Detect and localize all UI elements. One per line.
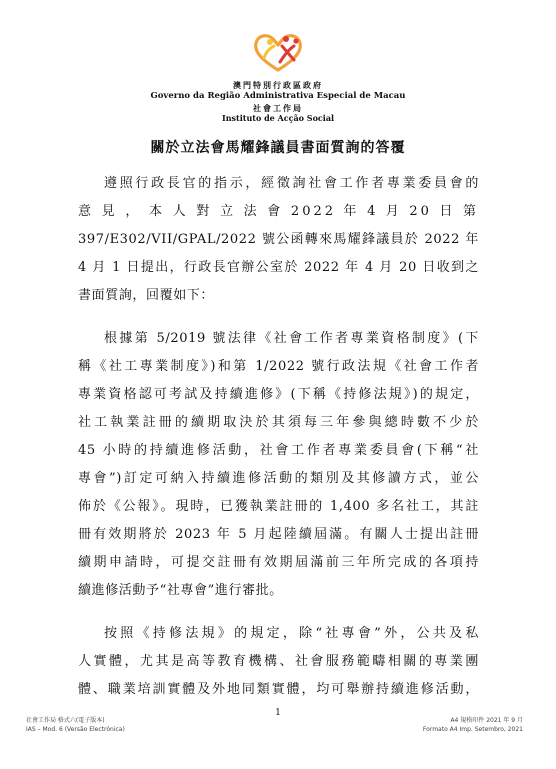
text-line: 社工執業註冊的續期取決於其須每三年參與總時數不少於 (78, 415, 479, 430)
footer-print-format (423, 716, 523, 734)
document-title: 關於立法會馬耀鋒議員書面質詢的答覆 (150, 140, 406, 156)
text-line: 稱《社工專業制度》)和第 1/2022 號行政法規《社會工作者 (78, 359, 479, 374)
text-line: 根據第 5/2019 號法律《社會工作者專業資格制度》(下 (104, 331, 479, 346)
document-body (78, 170, 479, 719)
text-line: 體、職業培訓實體及外地同類實體，均可舉辦持續進修活動， (78, 682, 479, 697)
footer-form-reference (26, 716, 125, 734)
government-name-portuguese: Governo da Região Administrativa Especial de Macau (150, 91, 406, 101)
text-line: 專業資格認可考試及持續進修》(下稱《持修法規》)的規定， (78, 387, 479, 402)
paragraph-2 (78, 325, 479, 605)
text-line: 續進修活動予“社專會”進行審批。 (78, 583, 283, 598)
text-line: 佈於《公報》。現時，已獲執業註冊的 1,400 多名社工，其註 (78, 499, 479, 514)
paragraph-3 (78, 620, 479, 704)
government-name-chinese: 澳門特別行政區政府 (233, 80, 323, 90)
text-line: 冊有效期將於 2023 年 5 月起陸續屆滿。有關人士提出註冊 (78, 527, 479, 542)
text-line: 按照《持修法規》的規定，除“社專會”外，公共及私 (104, 626, 479, 641)
footer-left-line-2: IAS – Mod. 6 (Versão Electrónica) (26, 726, 125, 733)
text-line: 書面質詢，回覆如下： (78, 288, 215, 303)
text-line: 人實體，尤其是高等教育機構、社會服務範疇相關的專業團 (78, 654, 479, 669)
text-line: 續期申請時，可提交註冊有效期屆滿前三年所完成的各項持 (78, 555, 479, 570)
text-line: 遵照行政長官的指示，經徵詢社會工作者專業委員會的 (104, 176, 479, 191)
text-line: 專會”)訂定可納入持續進修活動的類別及其修讀方式，並公 (78, 471, 479, 486)
footer-right-line-1: A4 規格印件 2021 年 9 月 (450, 717, 523, 724)
page-number: 1 (275, 708, 281, 718)
footer-right-line-2: Formato A4 Imp. Setembro, 2021 (422, 726, 523, 733)
paragraph-1 (78, 170, 479, 310)
institute-name-portuguese: Instituto de Acção Social (221, 113, 335, 123)
institute-name-chinese: 社會工作局 (253, 103, 303, 113)
text-line: 意 見 ， 本 人 對 立 法 會 2022 年 4 月 20 日 第 (78, 204, 479, 219)
text-line: 45 小時的持續進修活動，社會工作者專業委員會(下稱“社 (78, 443, 479, 458)
text-line: 397/E302/VII/GPAL/2022 號公函轉來馬耀鋒議員於 2022 年 (78, 232, 479, 247)
text-line: 4 月 1 日提出，行政長官辦公室於 2022 年 4 月 20 日收到之 (78, 260, 479, 275)
footer-left-line-1: 社會工作局 格式六(電子版本) (26, 717, 105, 724)
ias-logo-icon (250, 30, 306, 74)
